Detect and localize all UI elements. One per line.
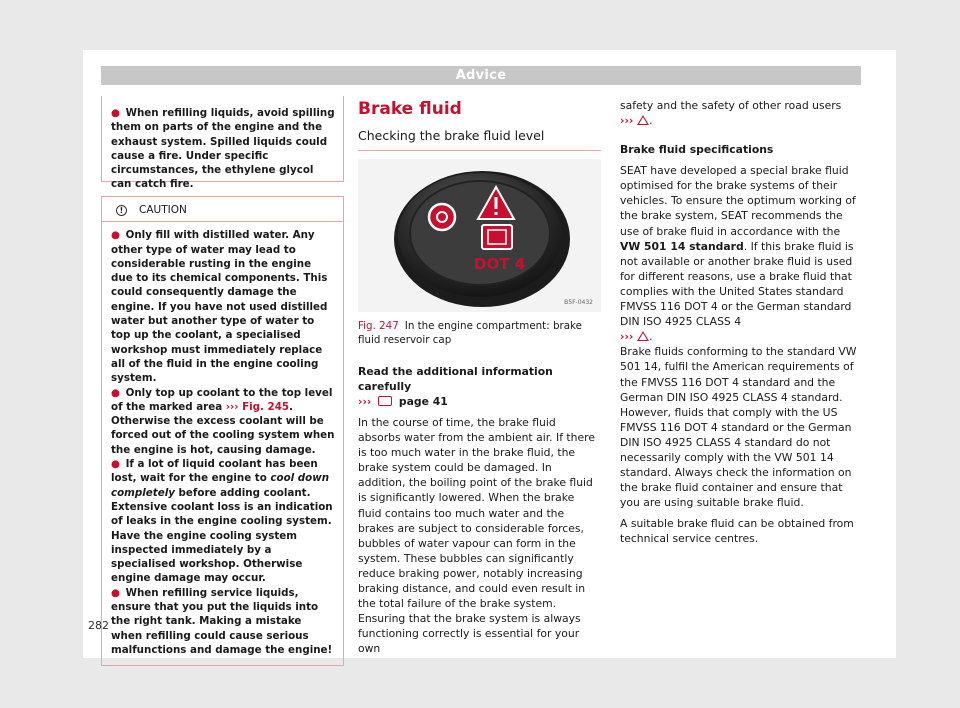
spec-heading: Brake fluid specifications: [620, 143, 774, 157]
spec-paragraph-3: A suitable brake fluid can be obtained from technical service centres.: [620, 517, 854, 546]
bullet-icon: ●: [111, 107, 120, 119]
spec-paragraph-2: Brake fluids conforming to the standard VW 501 14, fulfil the American requirements of the FMVSS 116 DOT 4 standard and the German DIN ISO 4925 CLASS 4 standard. However, fluids that comply with the US FMVSS 116 DOT 4 standard or the German DIN ISO 4925 CLASS 4 standard do not necessarily comply with the VW 501 14 standard. Always check the information on the brake fluid container and ensure that you are using suitable brake fluid.: [620, 345, 857, 510]
spec-p1-bold: VW 501 14 standard: [620, 239, 744, 253]
dot4-label: DOT 4: [474, 255, 526, 273]
arrows-icon: ›››: [358, 395, 372, 408]
page-41-link[interactable]: [358, 395, 448, 408]
caution-bullet-2-text-end: . Otherwise the excess coolant will be forced out of the cooling system when the engine is hot, causing damage.: [111, 400, 335, 456]
caution-bullet-1-text: Only fill with distilled water. Any other type of water may lead to considerable rusting in the engine due to its chemical components. This could consequently damage the engine. If you have not used distilled water but another type of water to top up the coolant, a specialised workshop must immediately replace all of the fluid in the engine cooling system.: [111, 229, 328, 385]
read-additional-info: [358, 364, 601, 409]
continued-text-body: safety and the safety of other road users: [620, 99, 842, 112]
warning-triangle-icon: [637, 115, 649, 125]
caution-bullet-3-text-end: before adding coolant. Extensive coolant loss is an indication of leaks in the engine cooling system. Have the engine cooling system inspected immediately by a specialised workshop. Otherwise engine damage may occur.: [111, 486, 333, 585]
page-header: Advice: [101, 66, 861, 85]
bullet-icon: ●: [111, 229, 120, 242]
arrows-icon: ›››: [620, 330, 634, 344]
caution-bullet-2: [111, 386, 335, 457]
advice-box: [101, 96, 344, 191]
spec-p1-text: SEAT have developed a special brake fluid optimised for the brake systems of their vehicles. To ensure the optimum working of the brake system, SEAT recommends the use of brake fluid in accordance with the: [620, 164, 856, 238]
left-column: [101, 96, 344, 666]
brake-fluid-cap-illustration: [358, 159, 601, 312]
page-number: 282: [88, 619, 109, 632]
fig-245-link[interactable]: ››› Fig. 245: [225, 400, 290, 413]
page-ref-text: page 41: [398, 395, 448, 408]
section-title: Brake fluid: [358, 99, 462, 119]
brake-fluid-cap-figure: [358, 159, 601, 312]
advice-text: When refilling liquids, avoid spilling them on parts of the engine and the exhaust system. Spilled liquids could cause a fire. Under specific circumstances, the ethylene glycol can catch fire.: [111, 107, 335, 191]
read-additional-text: Read the additional information carefully: [358, 365, 553, 393]
spec-paragraph-1: SEAT have developed a special brake fluid optimised for the brake systems of their vehicles. To ensure the optimum working of the brake system, SEAT recommends the use of brake fluid in accordance with the VW 501 14 standard. If this brake fluid is not available or another brake fluid is used for different reasons, use a brake fluid that complies with the United States standard FMVSS 116 DOT 4 or the German standard DIN ISO 4925 CLASS 4 ››› .: [620, 164, 856, 344]
figure-caption-label: Fig. 247: [358, 320, 399, 332]
info-circle-icon: !: [116, 205, 127, 216]
brake-fluid-body: In the course of time, the brake fluid absorbs water from the ambient air. If there is too much water in the brake fluid, the brake system could be damaged. In addition, the boiling point of the brake fluid is significantly lowered. When the brake fluid contains too much water and the brakes are subject to considerable forces, bubbles of water vapour can form in the system. These bubbles can significantly reduce braking power, notably increasing braking distance, and could even result in the total failure of the brake system. Ensuring that the brake system is always functioning correctly is essential for your own: [358, 416, 595, 656]
right-column: [620, 98, 863, 547]
warning-link[interactable]: [620, 114, 649, 127]
figure-caption-text: In the engine compartment: brake fluid reservoir cap: [358, 320, 582, 346]
caution-bullet-4: [111, 586, 335, 657]
caution-header: [102, 203, 343, 222]
continued-text: safety and the safety of other road users ››› .: [620, 99, 842, 128]
arrows-icon: ›››: [620, 114, 634, 128]
figure-code: B5F-0432: [564, 299, 593, 306]
caution-bullet-3-text: If a lot of liquid coolant has been lost, wait for the engine to: [111, 458, 318, 485]
section-subtitle: Checking the brake fluid level: [358, 128, 601, 151]
bullet-icon: ●: [111, 458, 120, 471]
book-icon: [378, 396, 392, 406]
caution-bullet-2-text: Only top up coolant to the top level of the marked area: [111, 386, 333, 413]
caution-title: CAUTION: [139, 204, 187, 216]
middle-column: [358, 96, 601, 657]
figure-caption: [358, 319, 601, 347]
spec-p1-text-end: . If this brake fluid is not available or another brake fluid is used for different reasons, use a brake fluid that complies with the United States standard FMVSS 116 DOT 4 or the German standard DIN ISO 4925 CLASS 4: [620, 239, 854, 329]
bullet-icon: ●: [111, 586, 120, 599]
caution-bullet-3: [111, 457, 335, 586]
bullet-icon: ●: [111, 386, 120, 399]
warning-link[interactable]: [620, 330, 649, 343]
caution-bullet-3-italic: cool down completely: [111, 472, 330, 499]
caution-box: [101, 196, 344, 666]
caution-bullet-4-text: When refilling service liquids, ensure that you put the liquids into the right tank. Making a mistake when refilling could cause serious malfunctions and damage the engine!: [111, 586, 333, 656]
caution-bullet-1: [111, 228, 335, 385]
warning-triangle-icon: [637, 331, 649, 341]
